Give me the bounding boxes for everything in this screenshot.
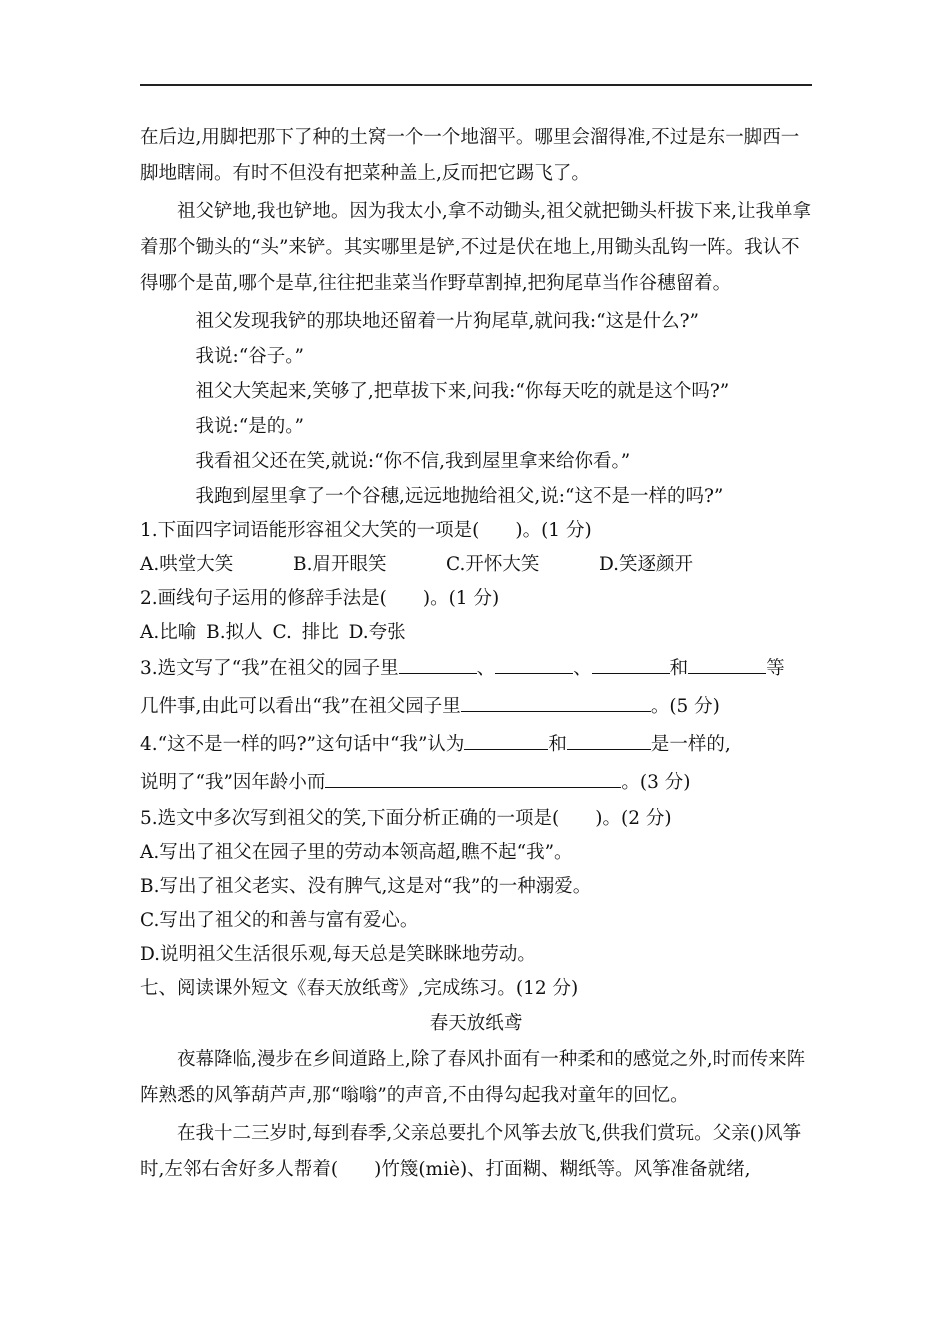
article-paragraph-2-text: 在我十二三岁时,每到春季,父亲总要扎个风筝去放飞,供我们赏玩。父亲( <box>177 1123 757 1144</box>
separator: 、 <box>476 658 496 679</box>
answer-blank-4a[interactable] <box>464 731 548 750</box>
dialogue-line-5: 我看祖父还在笑,就说:“你不信,我到屋里拿来给你看。” <box>195 451 631 472</box>
question-1-options <box>140 548 812 582</box>
option-a[interactable]: A.哄堂大笑 <box>140 554 234 575</box>
option-c[interactable]: C.写出了祖父的和善与富有爱心。 <box>140 910 419 931</box>
question-5 <box>140 802 812 836</box>
question-5-score: )。(2 分) <box>595 808 672 829</box>
question-4-score: 。(3 分) <box>621 772 691 793</box>
article-paragraph-1: 夜幕降临,漫步在乡间道路上,除了春风扑面有一种柔和的感觉之外,时而传来阵阵熟悉的风筝葫芦声,那“嗡嗡”的声音,不由得勾起我对童年的回忆。 <box>140 1049 806 1106</box>
question-1 <box>140 514 812 548</box>
question-2-options[interactable]: A.比喻 B.拟人 C. 排比 D.夸张 <box>140 622 406 643</box>
section-7-heading: 七、阅读课外短文《春天放纸鸢》,完成练习。(12 分) <box>140 978 579 999</box>
question-3 <box>140 650 812 688</box>
answer-blank-3a[interactable] <box>399 655 477 674</box>
answer-blank-3c[interactable] <box>592 655 670 674</box>
option-a[interactable]: A.写出了祖父在园子里的劳动本领高超,瞧不起“我”。 <box>140 842 573 863</box>
question-4-text-end: 是一样的, <box>650 734 731 755</box>
dialogue-line-3: 祖父大笑起来,笑够了,把草拔下来,问我:“你每天吃的就是这个吗?” <box>195 381 730 402</box>
article-paragraph-2-text: )风筝时,左邻右舍好多人帮着( <box>140 1123 802 1180</box>
question-3-line-2 <box>140 688 812 726</box>
question-4 <box>140 726 812 764</box>
separator: 、 <box>573 658 592 679</box>
question-3-text-2: 几件事,由此可以看出“我”在祖父园子里 <box>140 696 461 717</box>
question-2-text: 2.画线句子运用的修辞手法是( <box>140 588 387 609</box>
document-page <box>140 120 812 1188</box>
dialogue-line-4: 我说:“是的。” <box>195 416 304 437</box>
article-paragraph-2 <box>140 1116 812 1188</box>
option-c[interactable]: C.开怀大笑 <box>446 554 540 575</box>
question-3-score: 。(5 分) <box>650 696 720 717</box>
option-b[interactable]: B.眉开眼笑 <box>293 554 387 575</box>
header-rule <box>140 84 812 86</box>
answer-blank-4b[interactable] <box>567 731 651 750</box>
question-4-text-2: 说明了“我”因年龄小而 <box>140 772 326 793</box>
question-3-text: 3.选文写了“我”在祖父的园子里 <box>140 658 399 679</box>
passage-paragraph-1: 在后边,用脚把那下了种的土窝一个一个地溜平。哪里会溜得准,不过是东一脚西一脚地瞎闹。有时不但没有把菜种盖上,反而把它踢飞了。 <box>140 127 800 184</box>
answer-blank-3b[interactable] <box>495 655 573 674</box>
dialogue-line-6: 我跑到屋里拿了一个谷穗,远远地抛给祖父,说:“这不是一样的吗?” <box>195 486 724 507</box>
option-d[interactable]: D.说明祖父生活很乐观,每天总是笑眯眯地劳动。 <box>140 944 536 965</box>
separator: 等 <box>766 658 785 679</box>
question-1-score: )。(1 分) <box>515 520 592 541</box>
option-d[interactable]: D.笑逐颜开 <box>599 554 694 575</box>
article-title: 春天放纸鸢 <box>429 1013 523 1034</box>
article-paragraph-2-text: )竹篾(miè)、打面糊、糊纸等。风筝准备就绪, <box>374 1159 751 1180</box>
answer-blank-4c[interactable] <box>325 769 621 788</box>
question-1-text: 1.下面四字词语能形容祖父大笑的一项是( <box>140 520 480 541</box>
dialogue-line-2: 我说:“谷子。” <box>195 346 304 367</box>
option-b[interactable]: B.写出了祖父老实、没有脾气,这是对“我”的一种溺爱。 <box>140 876 592 897</box>
question-5-text: 5.选文中多次写到祖父的笑,下面分析正确的一项是( <box>140 808 560 829</box>
separator: 和 <box>669 658 689 679</box>
question-4-text: 4.“这不是一样的吗?”这句话中“我”认为 <box>140 734 465 755</box>
separator: 和 <box>548 734 567 755</box>
answer-blank-3d[interactable] <box>688 655 766 674</box>
answer-blank-3e[interactable] <box>461 693 651 712</box>
question-4-line-2 <box>140 764 812 802</box>
dialogue-line-1: 祖父发现我铲的那块地还留着一片狗尾草,就问我:“这是什么?” <box>195 311 699 332</box>
passage-paragraph-2: 祖父铲地,我也铲地。因为我太小,拿不动锄头,祖父就把锄头杆拔下来,让我单拿着那个锄头的“头”来铲。其实哪里是铲,不过是伏在地上,用锄头乱钩一阵。我认不得哪个是苗,哪个是草,往往把韭菜当作野草割掉,把狗尾草当作谷穗留着。 <box>140 201 812 294</box>
question-2-score: )。(1 分) <box>422 588 500 609</box>
question-2 <box>140 582 812 616</box>
